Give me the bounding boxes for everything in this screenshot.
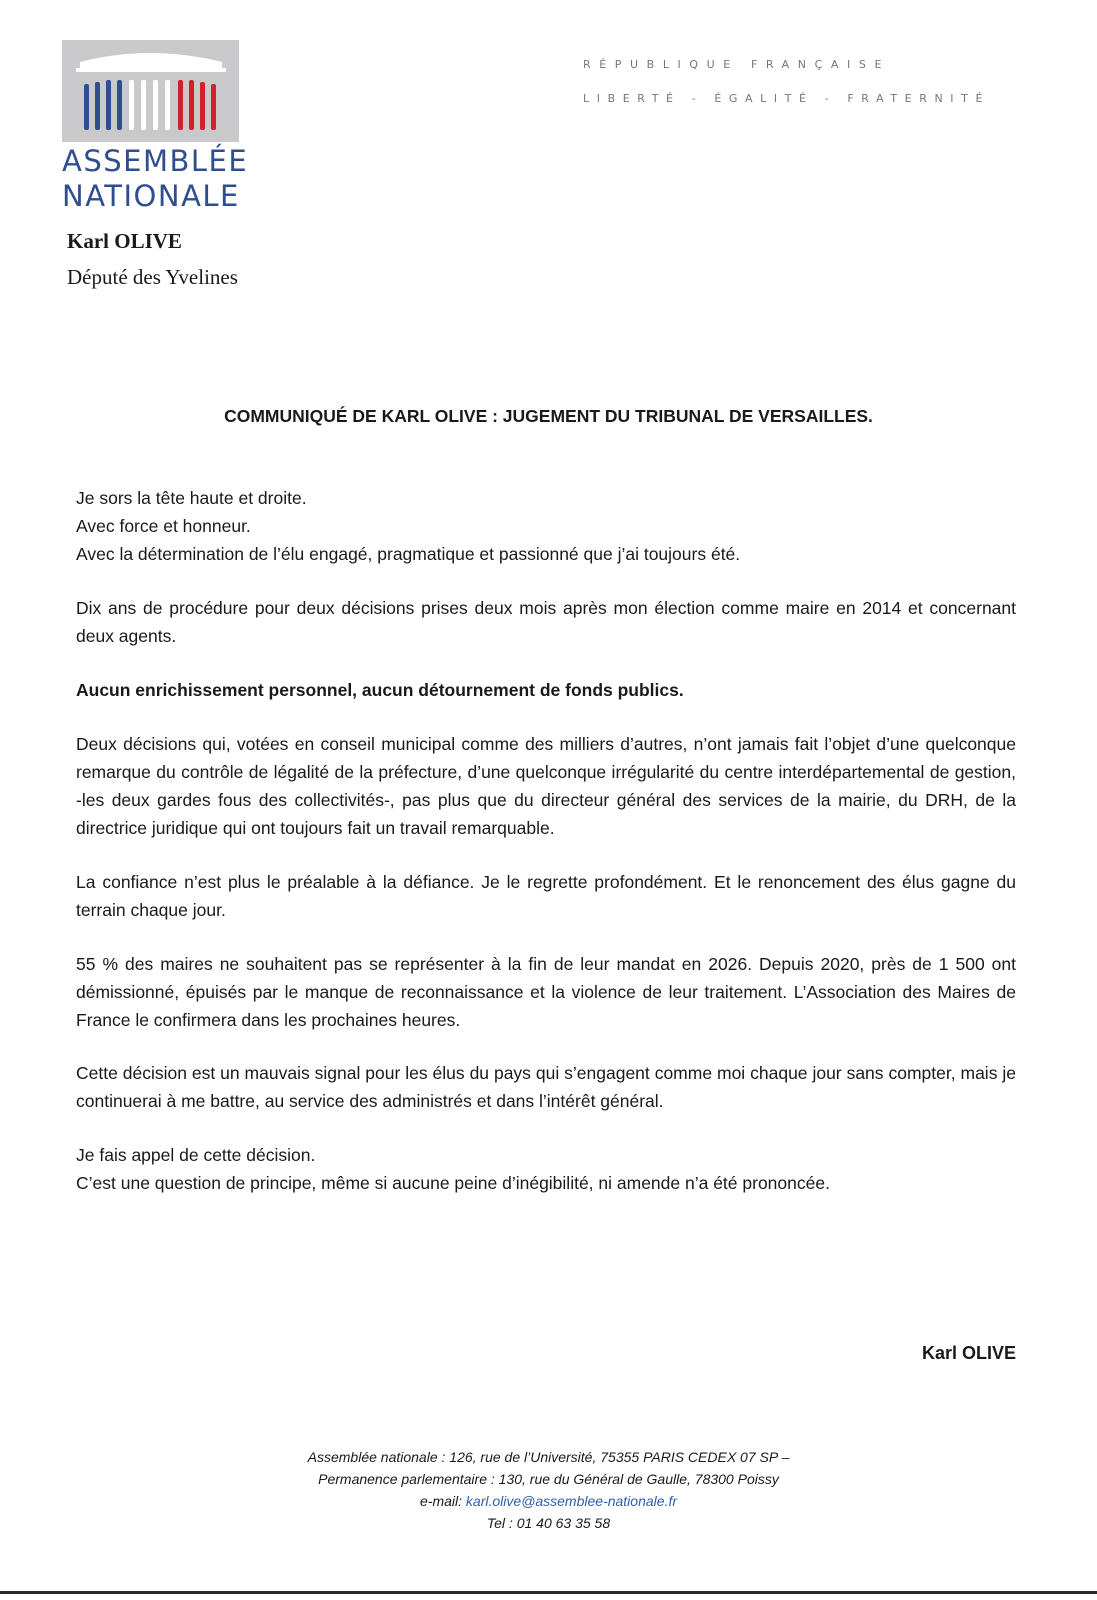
paragraph-5: La confiance n’est plus le préalable à la défiance. Je le regrette profondément. Et le renoncement des élus gagne du terrain chaque jour. [76,872,1016,920]
logo-wordmark-line1: ASSEMBLÉE [62,144,249,178]
deputy-name: Karl OLIVE [67,229,182,253]
paragraph-2: Dix ans de procédure pour deux décisions prises deux mois après mon élection comme maire en 2014 et concernant deux agents. [76,598,1016,646]
logo-wordmark-line2: NATIONALE [62,179,240,213]
paragraph-1-line-2: Avec force et honneur. [76,516,251,536]
paragraph-7: Cette décision est un mauvais signal pour les élus du pays qui s’engagent comme moi chaque jour sans compter, mais je continuerai à me battre, au service des administrés et dans l’intérêt général. [76,1063,1016,1111]
national-motto: LIBERTÉ - ÉGALITÉ - FRATERNITÉ [583,92,990,105]
paragraph-1-line-3: Avec la détermination de l’élu engagé, pragmatique et passionné que j’ai toujours été. [76,544,741,564]
paragraph-4: Deux décisions qui, votées en conseil municipal comme des milliers d’autres, n’ont jamais fait l’objet d’une quelconque remarque du contrôle de légalité de la préfecture, d’une quelconque irrégularité du centre interdépartemental de gestion, -les deux gardes fous des collectivités-, pas plus que du directeur général des services de la mairie, du DRH, de la directrice juridique qui ont toujours fait un travail remarquable. [76,734,1016,838]
footer-email-label: e-mail: [420,1493,463,1509]
footer-email-link[interactable]: karl.olive@assemblee-nationale.fr [465,1493,677,1509]
paragraph-6: 55 % des maires ne souhaitent pas se représenter à la fin de leur mandat en 2026. Depuis 2020, près de 1 500 ont démissionné, épuisés par le manque de reconnaissance et la violence de leur traitement. L’Association des Maires de France le confirmera dans les prochaines heures. [76,954,1016,1030]
footer-contact [0,1446,1097,1534]
paragraph-8-line-1: Je fais appel de cette décision. [76,1145,316,1165]
republique-francaise-heading: RÉPUBLIQUE FRANÇAISE [583,58,891,71]
hemicycle-emblem [62,40,239,142]
paragraph-8-line-2: C’est une question de principe, même si aucune peine d’inégibilité, ni amende n’a été prononcée. [76,1173,830,1193]
paragraph-1 [76,484,1016,568]
assemblee-nationale-logo [62,40,249,213]
paragraph-1-line-1: Je sors la tête haute et droite. [76,488,307,508]
hemicycle-icon [62,40,239,142]
footer-phone: Tel : 01 40 63 35 58 [486,1515,611,1531]
footer-address-assembly: Assemblée nationale : 126, rue de l’Université, 75355 PARIS CEDEX 07 SP – [307,1449,790,1465]
document-title: COMMUNIQUÉ DE KARL OLIVE : JUGEMENT DU TRIBUNAL DE VERSAILLES. [224,406,873,426]
footer-email-line [0,1490,1097,1512]
footer-address-permanence: Permanence parlementaire : 130, rue du Général de Gaulle, 78300 Poissy [318,1471,779,1487]
deputy-title: Député des Yvelines [67,265,238,289]
paragraph-8 [76,1141,1016,1197]
signature: Karl OLIVE [921,1343,1016,1363]
paragraph-3-highlight: Aucun enrichissement personnel, aucun détournement de fonds publics. [76,680,684,700]
bottom-divider [0,1591,1097,1594]
